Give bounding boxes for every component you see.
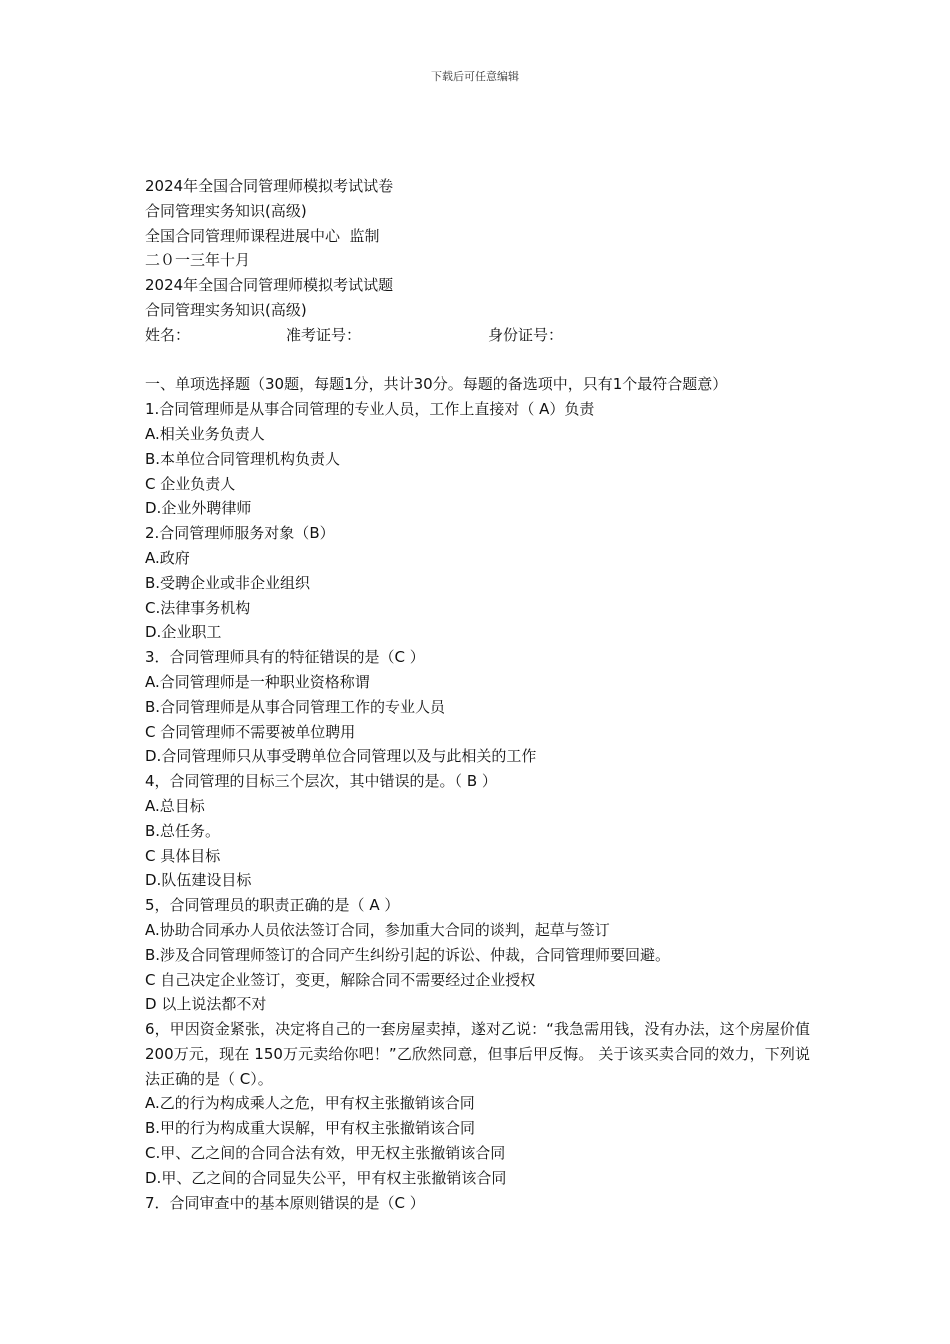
exam-paper-subject: 合同管理实务知识(高级)	[145, 300, 307, 319]
exam-title: 2024年全国合同管理师模拟考试试卷	[145, 177, 394, 195]
question-stem: 2.合同管理师服务对象（B）	[145, 524, 335, 543]
question-stem: 3．合同管理师具有的特征错误的是（C ）	[145, 648, 425, 667]
page-header-note: 下载后可任意编辑	[431, 70, 519, 83]
question-option: B.合同管理师是从事合同管理工作的专业人员	[145, 697, 446, 716]
question-option: A.相关业务负责人	[145, 424, 265, 443]
question-stem: 4，合同管理的目标三个层次，其中错误的是。（ B ）	[145, 772, 497, 791]
question-option: C 具体目标	[145, 846, 221, 865]
exam-paper-title: 2024年全国合同管理师模拟考试试题	[145, 276, 394, 295]
question-list	[145, 397, 810, 1215]
section-title: 一、单项选择题（30题，每题1分，共计30分。每题的备选项中，只有1个最符合题意）	[145, 375, 728, 394]
question-stem: 6，甲因资金紧张，决定将自己的一套房屋卖掉，遂对乙说：“我急需用钱，没有办法，这个房屋价值 200万元，现在 150万元卖给你吧！”乙欣然同意，但事后甲反悔。 关于该买卖合同的效力，下列说法正确的是（ C）。	[145, 1020, 810, 1088]
question-stem: 5，合同管理员的职责正确的是（ A ）	[145, 896, 400, 915]
exam-number-label: 准考证号：	[286, 325, 362, 344]
question-option: C 企业负责人	[145, 474, 236, 493]
question-option: D.甲、乙之间的合同显失公平，甲有权主张撤销该合同	[145, 1168, 507, 1187]
exam-issuer: 全国合同管理师课程进展中心 监制	[145, 226, 380, 245]
question-option: A.乙的行为构成乘人之危，甲有权主张撤销该合同	[145, 1094, 475, 1113]
question-option: A.协助合同承办人员依法签订合同，参加重大合同的谈判，起草与签订	[145, 920, 610, 939]
question-option: B.涉及合同管理师签订的合同产生纠纷引起的诉讼、仲裁，合同管理师要回避。	[145, 945, 671, 964]
question-option: C.甲、乙之间的合同合法有效，甲无权主张撤销该合同	[145, 1144, 506, 1163]
spacer	[145, 348, 810, 373]
exam-subject: 合同管理实务知识(高级)	[145, 201, 307, 220]
question-option: B.受聘企业或非企业组织	[145, 573, 311, 592]
question-option: A.总目标	[145, 796, 205, 815]
question-option: B.本单位合同管理机构负责人	[145, 449, 341, 468]
question-option: C 合同管理师不需要被单位聘用	[145, 722, 356, 741]
document-body	[145, 174, 810, 1215]
question-option: B.总任务。	[145, 821, 221, 840]
question-option: C.法律事务机构	[145, 598, 251, 617]
question-option: B.甲的行为构成重大误解，甲有权主张撤销该合同	[145, 1119, 476, 1138]
name-label: 姓名：	[145, 325, 191, 344]
question-option: D 以上说法都不对	[145, 995, 267, 1014]
exam-date: 二０一三年十月	[145, 251, 251, 270]
question-option: A.合同管理师是一种职业资格称谓	[145, 672, 370, 691]
question-option: D.企业职工	[145, 623, 222, 642]
question-option: D.合同管理师只从事受聘单位合同管理以及与此相关的工作	[145, 747, 537, 766]
question-stem: 1.合同管理师是从事合同管理的专业人员，工作上直接对（ A）负责	[145, 400, 595, 419]
question-stem: 7．合同审查中的基本原则错误的是（C ）	[145, 1193, 425, 1212]
question-option: A.政府	[145, 548, 190, 567]
id-number-label: 身份证号：	[488, 325, 564, 344]
candidate-info-row	[145, 323, 810, 348]
question-option: D.队伍建设目标	[145, 871, 252, 890]
question-option: C 自己决定企业签订，变更，解除合同不需要经过企业授权	[145, 970, 536, 989]
question-option: D.企业外聘律师	[145, 499, 252, 518]
